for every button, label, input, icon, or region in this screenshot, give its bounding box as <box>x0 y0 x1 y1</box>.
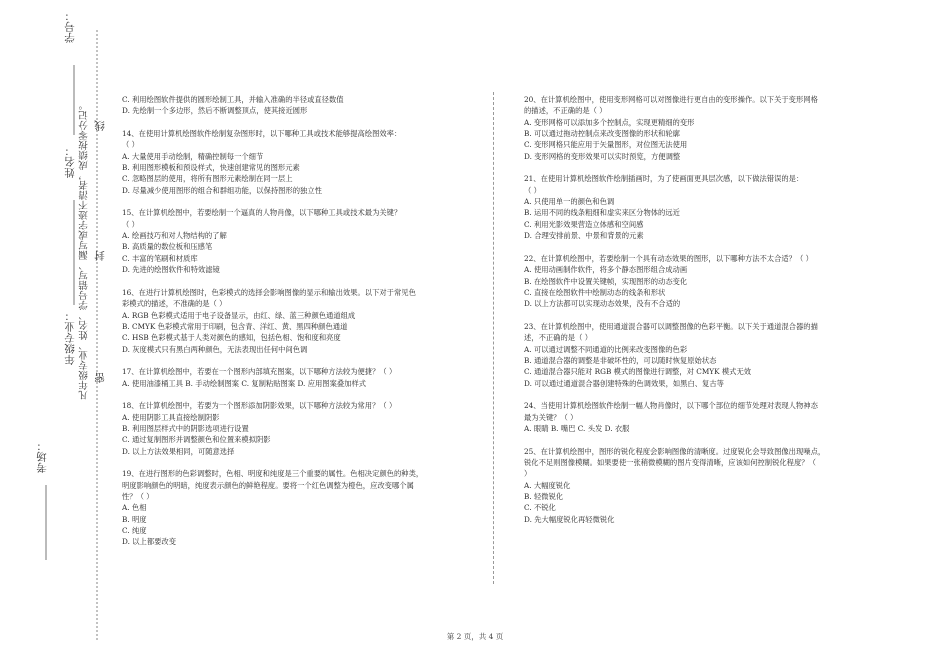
question-25: 25、在计算机绘图中，图形的锐化程度会影响图像的清晰度。过度锐化会导致图像出现噪点， 锐化不足则图像模糊。如果要使一张稍微模糊的图片变得清晰，应该如何控制锐化程度？（ ） A. 大幅度锐化 B. 轻微锐化 C. 不锐化 D. 先大幅度锐化再轻微锐化 <box>524 446 826 524</box>
seal-char-middle: 封 <box>94 250 106 261</box>
exam-number-label: 学号： <box>64 10 76 43</box>
column-divider <box>493 92 494 584</box>
seal-char-top: 线 <box>94 120 106 131</box>
question-21: 21、在使用计算机绘图软件绘制插画时，为了使画面更具层次感，以下做法错误的是： （ ） A. 只使用单一的颜色和色调 B. 运用不同的线条粗细和虚实来区分物体的远近 C. 利用光影效果营造立体感和空间感 D. 合理安排前景、中景和背景的元素 <box>524 174 804 241</box>
binding-lines <box>0 0 120 672</box>
seal-notice: 凡年级专业、姓名、学号错写、漏写或字迹不清者，成绩按零分记。 <box>79 100 90 400</box>
question-14: 14、在使用计算机绘图软件绘制复杂图形时，以下哪种工具或技术能够提高绘图效率： （ ） A. 大量使用手动绘制，精确控制每一个细节 B. 利用图形模板和预设样式，快速创建常见的图形元素 C. 忽略图层的使用，将所有图形元素绘制在同一层上 D. 尽量减少使用图形的组合和群组功能，以保持图形的独立性 <box>122 129 402 195</box>
name-label: 姓名： <box>64 145 76 178</box>
class-label: 年级专业： <box>64 310 76 365</box>
right-column <box>524 94 899 525</box>
seat-label: 考场： <box>36 440 48 473</box>
question-18: 18、在计算机绘图中，若要为一个图形添加阴影效果，以下哪种方法较为常用？（ ） A. 使用阴影工具直接绘制阴影 B. 利用图层样式中的阴影选项进行设置 C. 通过复制图形并调整颜色和位置来模拟阴影 D. 以上方法效果相同，可随意选择 <box>122 401 397 456</box>
page-footer: 第 2 页，共 4 页 <box>446 632 504 641</box>
question-24: 24、当使用计算机绘图软件绘制一幅人物肖像时，以下哪个部位的细节处理对表现人物神态 最为关键？（ ） A. 眼睛 B. 嘴巴 C. 头发 D. 衣服 <box>524 401 818 433</box>
left-column <box>122 94 497 548</box>
question-23: 23、在计算机绘图中，使用通道混合器可以调整图像的色彩平衡。以下关于通道混合器的描 述，不正确的是（ ） A. 可以通过调整不同通道的比例来改变图像的色彩 B. 通道混合器的调整是非破坏性的，可以随时恢复原始状态 C. 通道混合器只能对 RGB 模式的图像进行调整，对 CMYK 模式无效 D. 可以通过通道混合器创建特殊的色调效果，如黑白、复古等 <box>524 321 818 388</box>
question-15: 15、在计算机绘图中，若要绘制一个逼真的人物肖像，以下哪种工具或技术最为关键？ （ ） A. 绘画技巧和对人物结构的了解 B. 高质量的数位板和压感笔 C. 丰富的笔刷和材质库 D. 先进的绘图软件和特效滤镜 <box>122 208 402 275</box>
seal-char-bottom: 密 <box>94 372 106 383</box>
binding-margin <box>0 0 120 672</box>
question-13-tail: C. 利用绘图软件提供的圆形绘制工具，并输入准确的半径或直径数值 D. 先绘制一个多边形，然后不断调整顶点，使其接近圆形 <box>122 95 344 116</box>
question-17: 17、在计算机绘图中，若要在一个图形内部填充图案，以下哪种方法较为便捷？（ ） A. 使用油漆桶工具 B. 手动绘制图案 C. 复制粘贴图案 D. 应用图案叠加样式 <box>122 367 397 388</box>
question-22: 22、在计算机绘图中，若要绘制一个具有动态效果的图形，以下哪种方法不太合适？（ ） A. 使用动画制作软件，将多个静态图形组合成动画 B. 在绘图软件中设置关键帧，实现图形的动态变化 C. 直接在绘图软件中绘制动态的线条和形状 D. 以上方法都可以实现动态效果，没有不合适的 <box>524 253 813 309</box>
question-20: 20、在计算机绘图中，使用变形网格可以对图像进行更自由的变形操作。以下关于变形网格 的描述，不正确的是（ ） A. 变形网格可以添加多个控制点，实现更精细的变形 B. 可以通过拖动控制点来改变图像的形状和轮廓 C. 变形网格只能应用于矢量图形，对位图无法使用 D. 变形网格的变形效果可以实时预览，方便调整 <box>524 95 818 161</box>
question-19: 19、在进行图形的色彩调整时，色相、明度和纯度是三个重要的属性。色相决定颜色的种类， 明度影响颜色的明暗，纯度表示颜色的鲜艳程度。要将一个红色调整为橙色，应改变哪个属 性？（ ） A. 色相 B. 明度 C. 纯度 D. 以上都要改变 <box>122 469 424 547</box>
question-16: 16、在进行计算机绘图时，色彩模式的选择会影响图像的显示和输出效果。以下对于常见色 彩模式的描述，不准确的是（ ） A. RGB 色彩模式适用于电子设备显示，由红、绿、蓝三种颜色通道组成 B. CMYK 色彩模式常用于印刷，包含青、洋红、黄、黑四种颜色通道 C. HSB 色彩模式基于人类对颜色的感知，包括色相、饱和度和亮度 D. 灰度模式只有黑白两种颜色，无法表现出任何中间色调 <box>122 287 416 354</box>
